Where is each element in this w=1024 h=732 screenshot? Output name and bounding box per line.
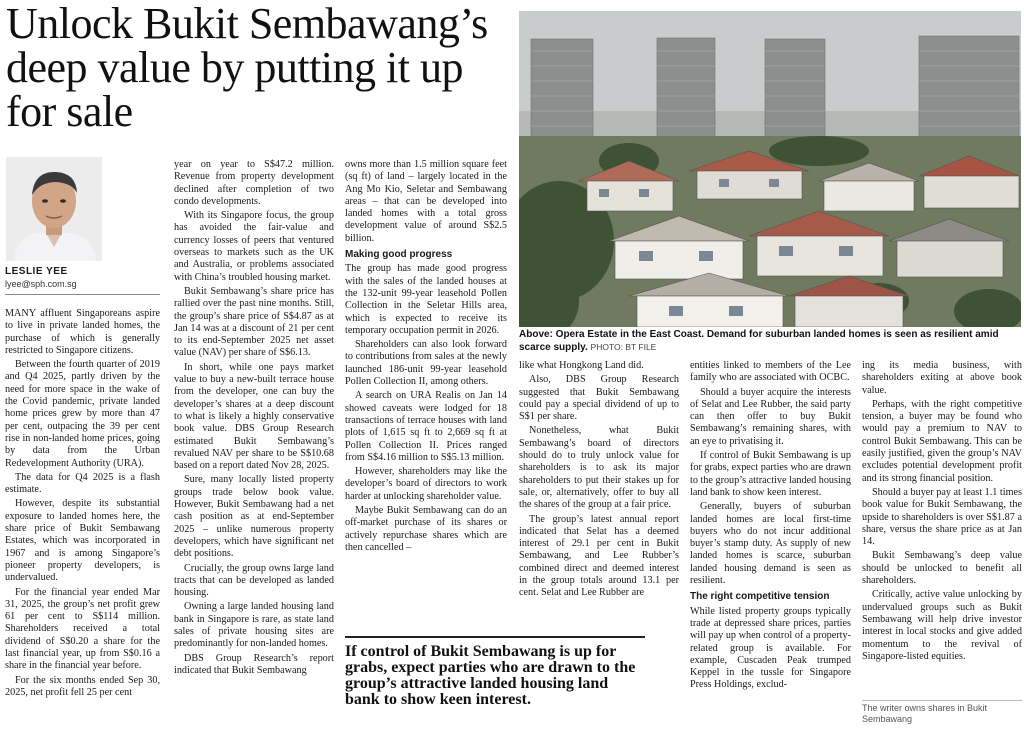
paragraph: Between the fourth quarter of 2019 and Q4 2025, partly driven by the need for more space in the wake of the Covid pandemic, private landed home prices grew by more than 47 per cent, outpacing the 39 per cent rise in non-landed home prices, going by data from the Urban Redevelopment Authority (URA). <box>5 359 160 469</box>
paragraph: If control of Bukit Sembawang is up for grabs, expect parties who are drawn to the group’s attractive landed housing land bank to show keen interest. <box>690 450 851 498</box>
paragraph: year on year to S$47.2 million. Revenue from property development declined after completion of two condo developments. <box>174 159 334 207</box>
paragraph: owns more than 1.5 million square feet (sq ft) of land – largely located in the Ang Mo Kio, Seletar and Sembawang areas – that can be developed into landed homes with a total gross development value of around S$2.5 billion. <box>345 159 507 244</box>
paragraph: Bukit Sembawang’s share price has rallied over the past nine months. Still, the group’s share price of S$4.87 as at Jan 14 was at a discount of 21 per cent to its end-September 2025 net asset value (NAV) per share of S$6.13. <box>174 285 334 359</box>
paragraph: Nonetheless, what Bukit Sembawang’s board of directors should do to truly unlock value for shareholders is to ask its major shareholders to put their stakes up for sale, or, alternatively, offer to buy all the shares of the group at a fair price. <box>519 425 679 511</box>
author-disclosure-note: The writer owns shares in Bukit Sembawang <box>862 700 1022 724</box>
paragraph: ing its media business, with shareholders exiting at above book value. <box>862 360 1022 396</box>
photo-caption-text: Above: Opera Estate in the East Coast. Demand for suburban landed homes is seen as resilient amid scarce supply. <box>519 329 999 353</box>
paragraph: The data for Q4 2025 is a flash estimate. <box>5 471 160 496</box>
paragraph: Critically, active value unlocking by undervalued groups such as Bukit Sembawang will help drive investor interest in local stocks and give added momentum to the revival of Singapore-listed equities. <box>862 589 1022 662</box>
article-column-4 <box>519 360 679 630</box>
paragraph: entities linked to members of the Lee family who are associated with OCBC. <box>690 360 851 384</box>
article-column-2 <box>174 159 334 727</box>
paragraph: MANY affluent Singaporeans aspire to live in private landed homes, the purchase of which is generally restricted to Singapore citizens. <box>5 308 160 356</box>
subhead-right-competitive-tension: The right competitive tension <box>690 591 830 603</box>
paragraph: For the six months ended Sep 30, 2025, net profit fell 25 per cent <box>5 674 160 698</box>
paragraph: Generally, buyers of suburban landed homes are local first-time buyers who do not incur additional buyer’s stamp duty. As supply of new landed homes is scarce, suburban landed housing demand is seen as resilient. <box>690 501 851 587</box>
paragraph: Crucially, the group owns large land tracts that can be developed as landed housing. <box>174 562 334 599</box>
author-portrait-icon <box>6 157 102 261</box>
paragraph: Perhaps, with the right competitive tension, a buyer may be found who would pay a premium to NAV to control Bukit Sembawang. This can be easily justified, given the group’s NAV excludes potential development profit and its strong financial position. <box>862 398 1022 484</box>
paragraph: Should a buyer acquire the interests of Selat and Lee Rubber, the said party can then offer to buy Bukit Sembawang’s remaining shares, with an eye to privatising it. <box>690 386 851 447</box>
paragraph: The group’s latest annual report indicated that Selat has a deemed interest of 29.1 per cent in Bukit Sembawang, and Lee Rubber’s combined direct and deemed interest in the group totals around 13.1 per cent. Selat and Lee Rubber are <box>519 513 679 599</box>
paragraph: In short, while one pays market value to buy a new-built terrace house from the developer, one can buy the developer’s shares at a deep discount to what is likely a highly conservative book value. DBS Group Research estimated Bukit Sembawang’s revalued NAV per share to be S$10.68 based on a report dated Nov 28, 2025. <box>174 361 334 472</box>
paragraph: Shareholders can also look forward to contributions from sales at the newly launched 186-unit 99-year leasehold Pollen Collection II, among others. <box>345 339 507 388</box>
subhead-making-good-progress: Making good progress <box>345 249 453 261</box>
opera-estate-photo-illustration <box>519 11 1021 327</box>
article-column-1 <box>5 308 160 727</box>
article-column-6 <box>862 360 1022 696</box>
author-email[interactable]: lyee@sph.com.sg <box>5 279 77 289</box>
paragraph: Owning a large landed housing land bank in Singapore is rare, as state land sales of private housing sites are predominantly for non-landed homes. <box>174 601 334 650</box>
paragraph: Maybe Bukit Sembawang can do an off-market purchase of its shares or actively repurchase shares which are then cancelled – <box>345 505 507 553</box>
article-column-5 <box>690 360 851 727</box>
photo-credit: PHOTO: BT FILE <box>590 342 657 352</box>
author-headshot <box>6 157 102 261</box>
paragraph: A search on URA Realis on Jan 14 showed caveats were lodged for 18 transactions of terrace houses with land plots of 1,615 sq ft to 2,669 sq ft at Pollen Collection II. Prices ranged from S$4.16 million to S$5.13 million. <box>345 390 507 463</box>
paragraph: While listed property groups typically trade at depressed share prices, parties will pay up when control of a property-related group is available. For example, Cuscaden Peak trumped Keppel in the tussle for Singapore Press Holdings, exclud- <box>690 605 851 691</box>
headline: Unlock Bukit Sembawang’s deep value by putting it up for sale <box>6 0 488 136</box>
paragraph: With its Singapore focus, the group has avoided the fair-value and currency losses of peers that ventured overseas to markets such as the UK and Australia, or problems associated with China’s troubled housing market. <box>174 210 334 283</box>
author-name: LESLIE YEE <box>5 266 68 277</box>
article-column-3 <box>345 159 507 635</box>
pull-quote: If control of Bukit Sembawang is up for grabs, expect parties who are drawn to the group’s attractive landed housing land bank to show keen interest. <box>345 636 645 732</box>
paragraph: Should a buyer pay at least 1.1 times book value for Bukit Sembawang, the upside to shareholders is over S$1.87 a share, versus the share price as at Jan 14. <box>862 486 1022 548</box>
paragraph: For the financial year ended Mar 31, 2025, the group’s net profit grew 61 per cent to S$114 million. Shareholders received a total dividend of S$0.20 a share for the last financial year, up from S$0.16 a share in the financial year before. <box>5 586 160 672</box>
paragraph: Sure, many locally listed property groups trade below book value. However, Bukit Sembawang had a net cash position as at end-September 2025 – unlike numerous property developers, which have significant net debt positions. <box>174 474 334 560</box>
paragraph: Also, DBS Group Research suggested that Bukit Sembawang could pay a special dividend of up to S$1 per share. <box>519 374 679 423</box>
paragraph: The group has made good progress with the sales of the landed houses at the 132-unit 99-year leasehold Pollen Collection in the Seletar Hills area, which is expected to receive its temporary occupation permit in 2026. <box>345 263 507 336</box>
paragraph: However, despite its substantial exposure to landed homes here, the share price of Bukit Sembawang Estates, which was incorporated in 1967 and is among Singapore’s pioneer property developers, is undervalued. <box>5 498 160 584</box>
paragraph: However, shareholders may like the developer’s board of directors to work harder at unlocking shareholder value. <box>345 466 507 502</box>
photo-caption <box>519 329 1017 354</box>
paragraph: Bukit Sembawang’s deep value should be unlocked to benefit all shareholders. <box>862 550 1022 587</box>
estate-photo <box>519 11 1021 327</box>
byline-divider <box>5 294 160 295</box>
paragraph: DBS Group Research’s report indicated that Bukit Sembawang <box>174 652 334 676</box>
paragraph: like what Hongkong Land did. <box>519 360 644 371</box>
